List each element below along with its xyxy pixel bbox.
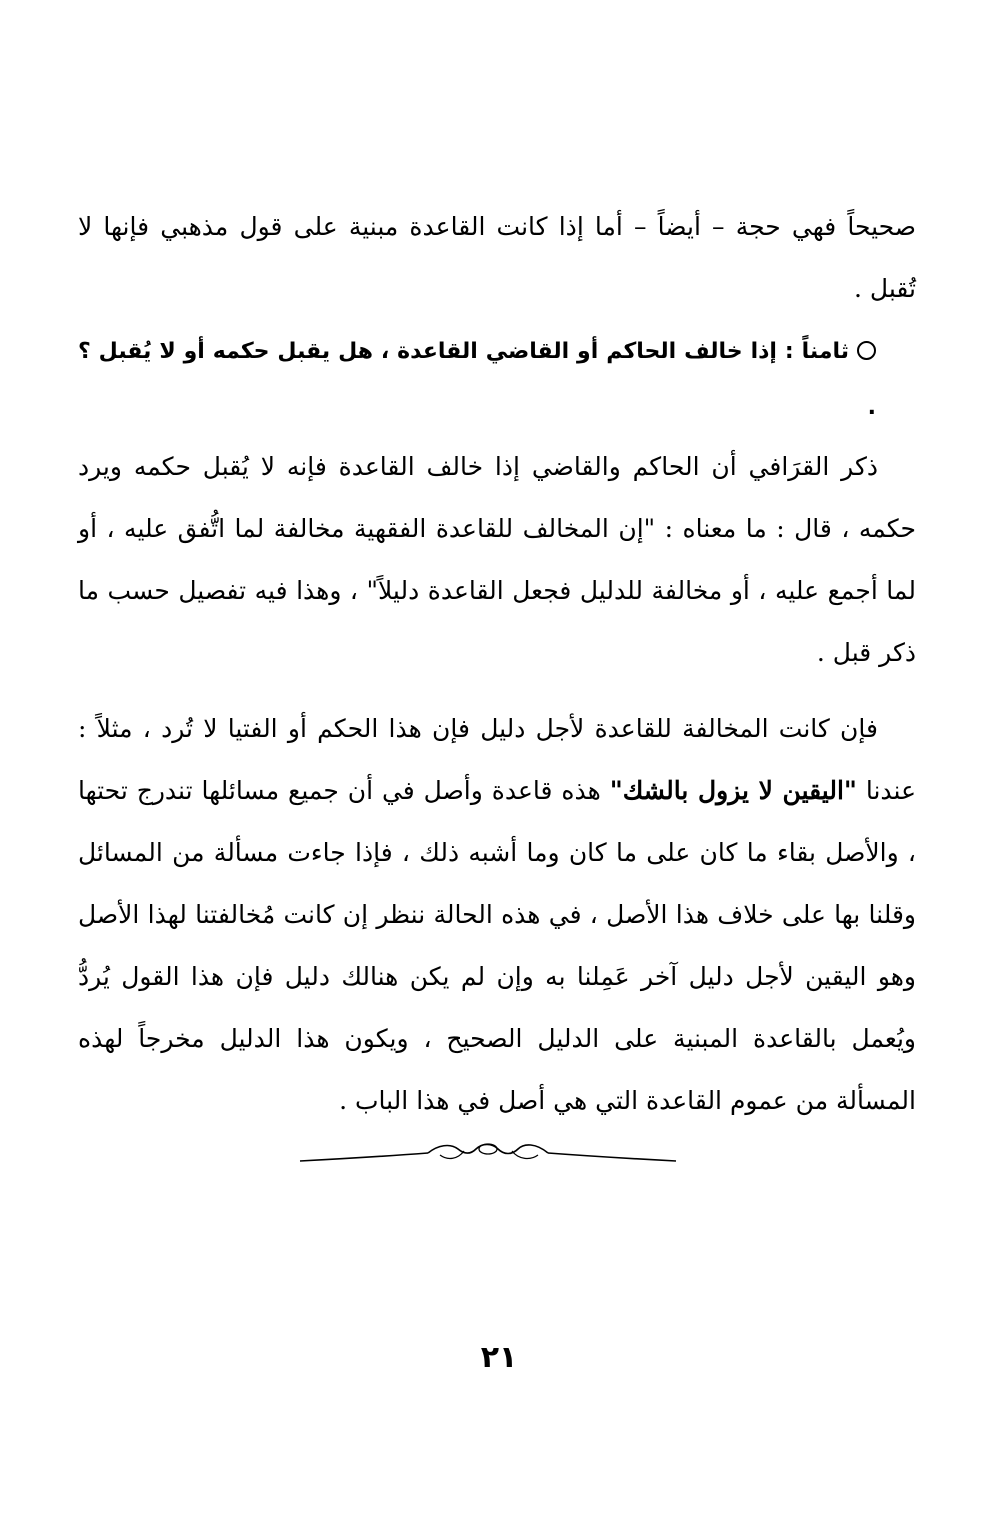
paragraph-3 [78, 698, 916, 1132]
ornament-divider [298, 1135, 678, 1169]
paragraph-gap [78, 684, 916, 698]
paragraph-3-text-after: هذه قاعدة وأصل في أن جميع مسائلها تندرج تحتها ، والأصل بقاء ما كان على ما كان وما أشبه ذلك ، فإذا جاءت مسألة من المسائل وقلنا بها على خلاف هذا الأصل ، في هذه الحالة ننظر إن كانت مُخالفتنا لهذا الأصل وهو اليقين لأجل دليل آخر عَمِلنا به وإن لم يكن هنالك دليل فإن هذا القول يُردُّ ويُعمل بالقاعدة المبنية على الدليل الصحيح ، ويكون هذا الدليل مخرجاً لهذه المسألة من عموم القاعدة التي هي أصل في هذا الباب . [78, 776, 916, 1115]
paragraph-2: ذكر القرَافي أن الحاكم والقاضي إذا خالف القاعدة فإنه لا يُقبل حكمه ويرد حكمه ، قال : ما معناه : "إن المخالف للقاعدة الفقهية مخالفة لما اتُّفق عليه ، أو لما أجمع عليه ، أو مخالفة للدليل فجعل القاعدة دليلاً" ، وهذا فيه تفصيل حسب ما ذكر قبل . [78, 452, 916, 667]
paragraph-3-text-before: فإن كانت المخالفة للقاعدة لأجل دليل فإن هذا الحكم أو الفتيا لا تُرد ، مثلاً : عندنا [78, 714, 916, 805]
page-body [78, 196, 916, 1132]
paragraph-1: صحيحاً فهي حجة – أيضاً – أما إذا كانت القاعدة مبنية على قول مذهبي فإنها لا تُقبل . [78, 212, 916, 303]
page-number: ٢١ [480, 1340, 518, 1375]
rule-quote: "اليقين لا يزول بالشك" [609, 776, 857, 805]
section-heading-text: ثامناً : إذا خالف الحاكم أو القاضي القاعدة ، هل يقبل حكمه أو لا يُقبل ؟ . [78, 339, 876, 420]
circle-bullet-icon [857, 341, 876, 360]
section-heading [78, 324, 916, 436]
